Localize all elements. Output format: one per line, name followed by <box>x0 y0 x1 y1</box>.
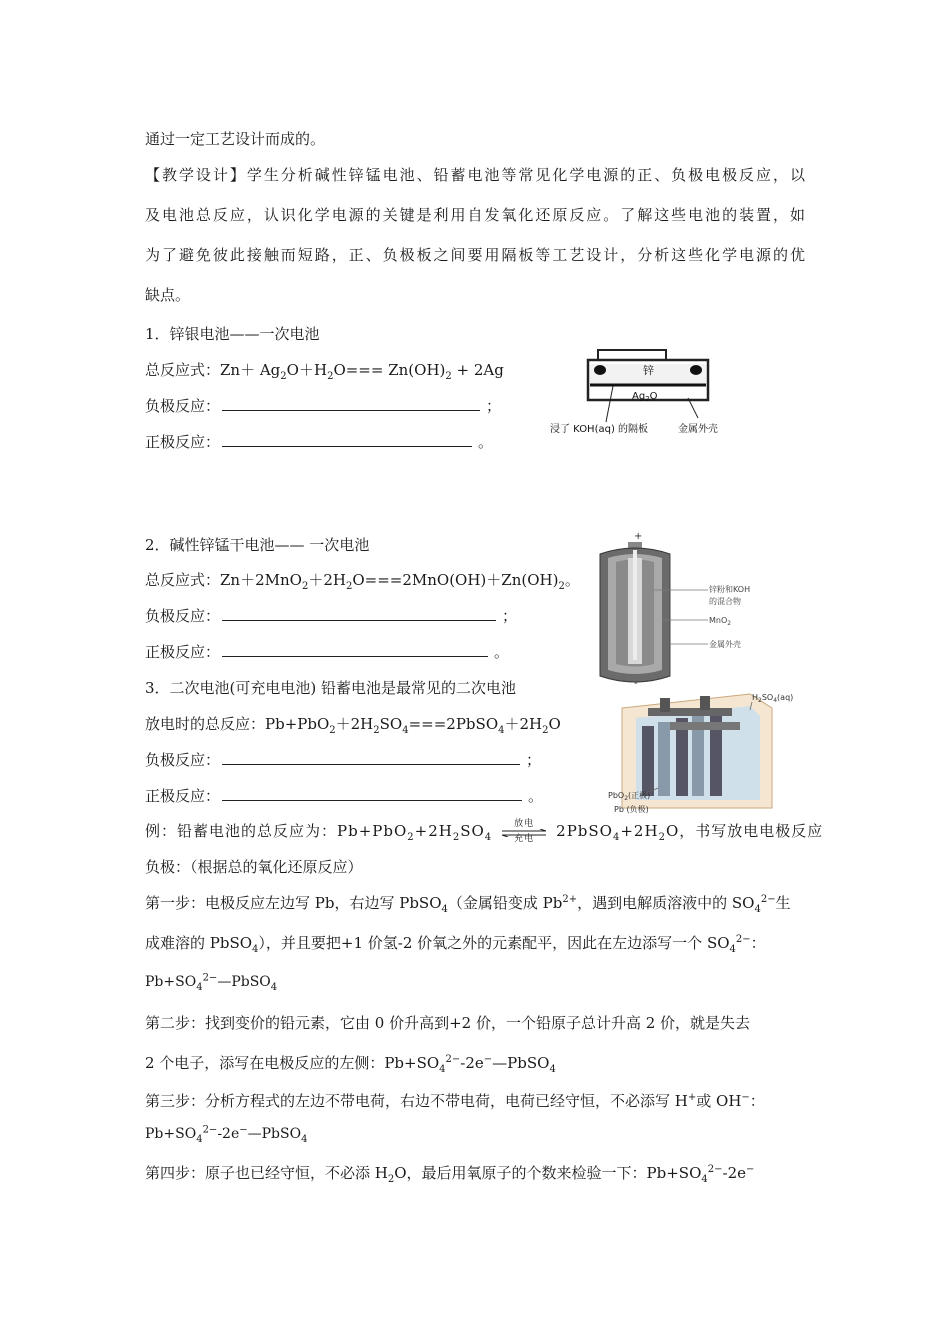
fig2-zinc-kOH-label: 锌粉和KOH <box>709 585 750 594</box>
step1-line2: 成难溶的 PbSO$_4$），并且要把+1 价氢-2 价氧之外的元素配平，因此在左边添写一个 $SO_4^{2-}$： <box>145 934 766 955</box>
alkaline-cell-figure <box>590 528 750 688</box>
design-line-4: 缺点。 <box>145 286 191 304</box>
section3-title: 3．二次电池(可充电电池) 铅蓄电池是最常见的二次电池 <box>145 679 517 697</box>
fig2-mno2-label: MnO$_2$ <box>709 616 732 627</box>
section2-title: 2．碱性锌锰干电池—— 一次电池 <box>145 536 370 554</box>
section1-negative: 负极反应： ； <box>145 397 502 415</box>
section3-positive: 正极反应： 。 <box>145 787 544 805</box>
step2-line1: 第二步：找到变价的铅元素，它由 0 价升高到+2 价，一个铅原子总计升高 2 价，就是失去 <box>145 1014 751 1032</box>
section2-positive-blank[interactable] <box>222 642 488 657</box>
section1-positive-blank[interactable] <box>222 432 472 447</box>
negative-title: 负极：（根据总的氧化还原反应） <box>145 858 363 876</box>
fig2-plus-label: + <box>634 531 643 542</box>
zinc-silver-cell-figure <box>548 338 758 438</box>
fig3-pb-label: Pb (负极) <box>614 805 649 814</box>
section3-discharge-reaction: 放电时的总反应：$Pb+PbO_2+2H_2SO_4===2PbSO_4+2H_2O$ <box>145 715 561 736</box>
section3-negative-blank[interactable] <box>222 750 520 765</box>
section1-positive: 正极反应： 。 <box>145 433 494 451</box>
step2-line2: 2 个电子，添写在电极反应的左侧：$Pb+SO_4^{2-}-2e^-—PbSO_4$ <box>145 1054 556 1075</box>
fig2-minus-label: - <box>634 678 638 688</box>
fig1-ag2o-label: $Ag_2O$ <box>632 391 658 403</box>
fig1-separator-label: 浸了 KOH(aq) 的隔板 <box>550 424 649 435</box>
fig2-mixture-label: 的混合物 <box>709 597 741 606</box>
discharge-charge-arrows: 放电 充电 <box>500 821 548 843</box>
step3-equation: $Pb+SO_4^{2-}-2e^-—PbSO_4$ <box>145 1124 308 1145</box>
fig1-zinc-label: 锌 <box>643 364 654 377</box>
section1-title: 1．锌银电池——一次电池 <box>145 325 320 343</box>
step4-line1: 第四步：原子也已经守恒，不必添 $H_2O$，最后用氧原子的个数来检验一下：$Pb+SO_4^{2-}-2e^-$ <box>145 1164 755 1185</box>
section1-total-reaction: 总反应式：$Zn+ Ag_2O+H_2O=== Zn(OH)_2 + 2Ag$ <box>145 361 504 382</box>
intro-line: 通过一定工艺设计而成的。 <box>145 130 326 148</box>
section2-positive: 正极反应： 。 <box>145 643 510 661</box>
section3-positive-blank[interactable] <box>222 786 522 801</box>
section1-negative-blank[interactable] <box>222 396 480 411</box>
design-tag: 【教学设计】 <box>145 166 247 184</box>
fig3-pbo2-label: PbO$_2$(正极) <box>608 791 651 802</box>
step3-line1: 第三步：分析方程式的左边不带电荷，右边不带电荷，电荷已经守恒，不必添写 H+或 OH−： <box>145 1092 765 1110</box>
step1-line1: 第一步：电极反应左边写 Pb，右边写 PbSO$_4$（金属铅变成 $Pb^{2+}$，遇到电解质溶液中的 $SO_4^{2-}$生 <box>145 894 791 915</box>
design-text-1: 学生分析碱性锌锰电池、铅蓄电池等常见化学电源的正、负极电极反应，以 <box>246 166 805 184</box>
section2-total-reaction: 总反应式：$Zn+2MnO_2+2H_2O===2MnO(OH)+Zn(OH)_2$。 <box>145 571 580 592</box>
design-line-3: 为了避免彼此接触而短路，正、负极板之间要用隔板等工艺设计，分析这些化学电源的优 <box>145 246 805 264</box>
section2-negative-blank[interactable] <box>222 606 496 621</box>
lead-acid-battery-figure <box>600 688 800 818</box>
example-line: 例：铅蓄电池的总反应为：$Pb+PbO_2+2H_2SO_4$ 放电 充电 $2PbSO_4+2H_2O$，书写放电电极反应 <box>145 819 824 844</box>
design-line-1 <box>145 165 805 185</box>
section3-negative: 负极反应： ； <box>145 751 542 769</box>
section2-negative: 负极反应： ； <box>145 607 518 625</box>
design-line-2: 及电池总反应，认识化学电源的关键是利用自发氧化还原反应。了解这些电池的装置，如 <box>145 206 805 224</box>
fig2-shell-label: 金属外壳 <box>709 640 741 649</box>
step1-equation: $Pb+SO_4^{2-}—PbSO_4$ <box>145 972 278 993</box>
fig3-h2so4-label: $H_2SO_4(aq)$ <box>752 693 794 704</box>
fig1-shell-label: 金属外壳 <box>678 424 718 435</box>
